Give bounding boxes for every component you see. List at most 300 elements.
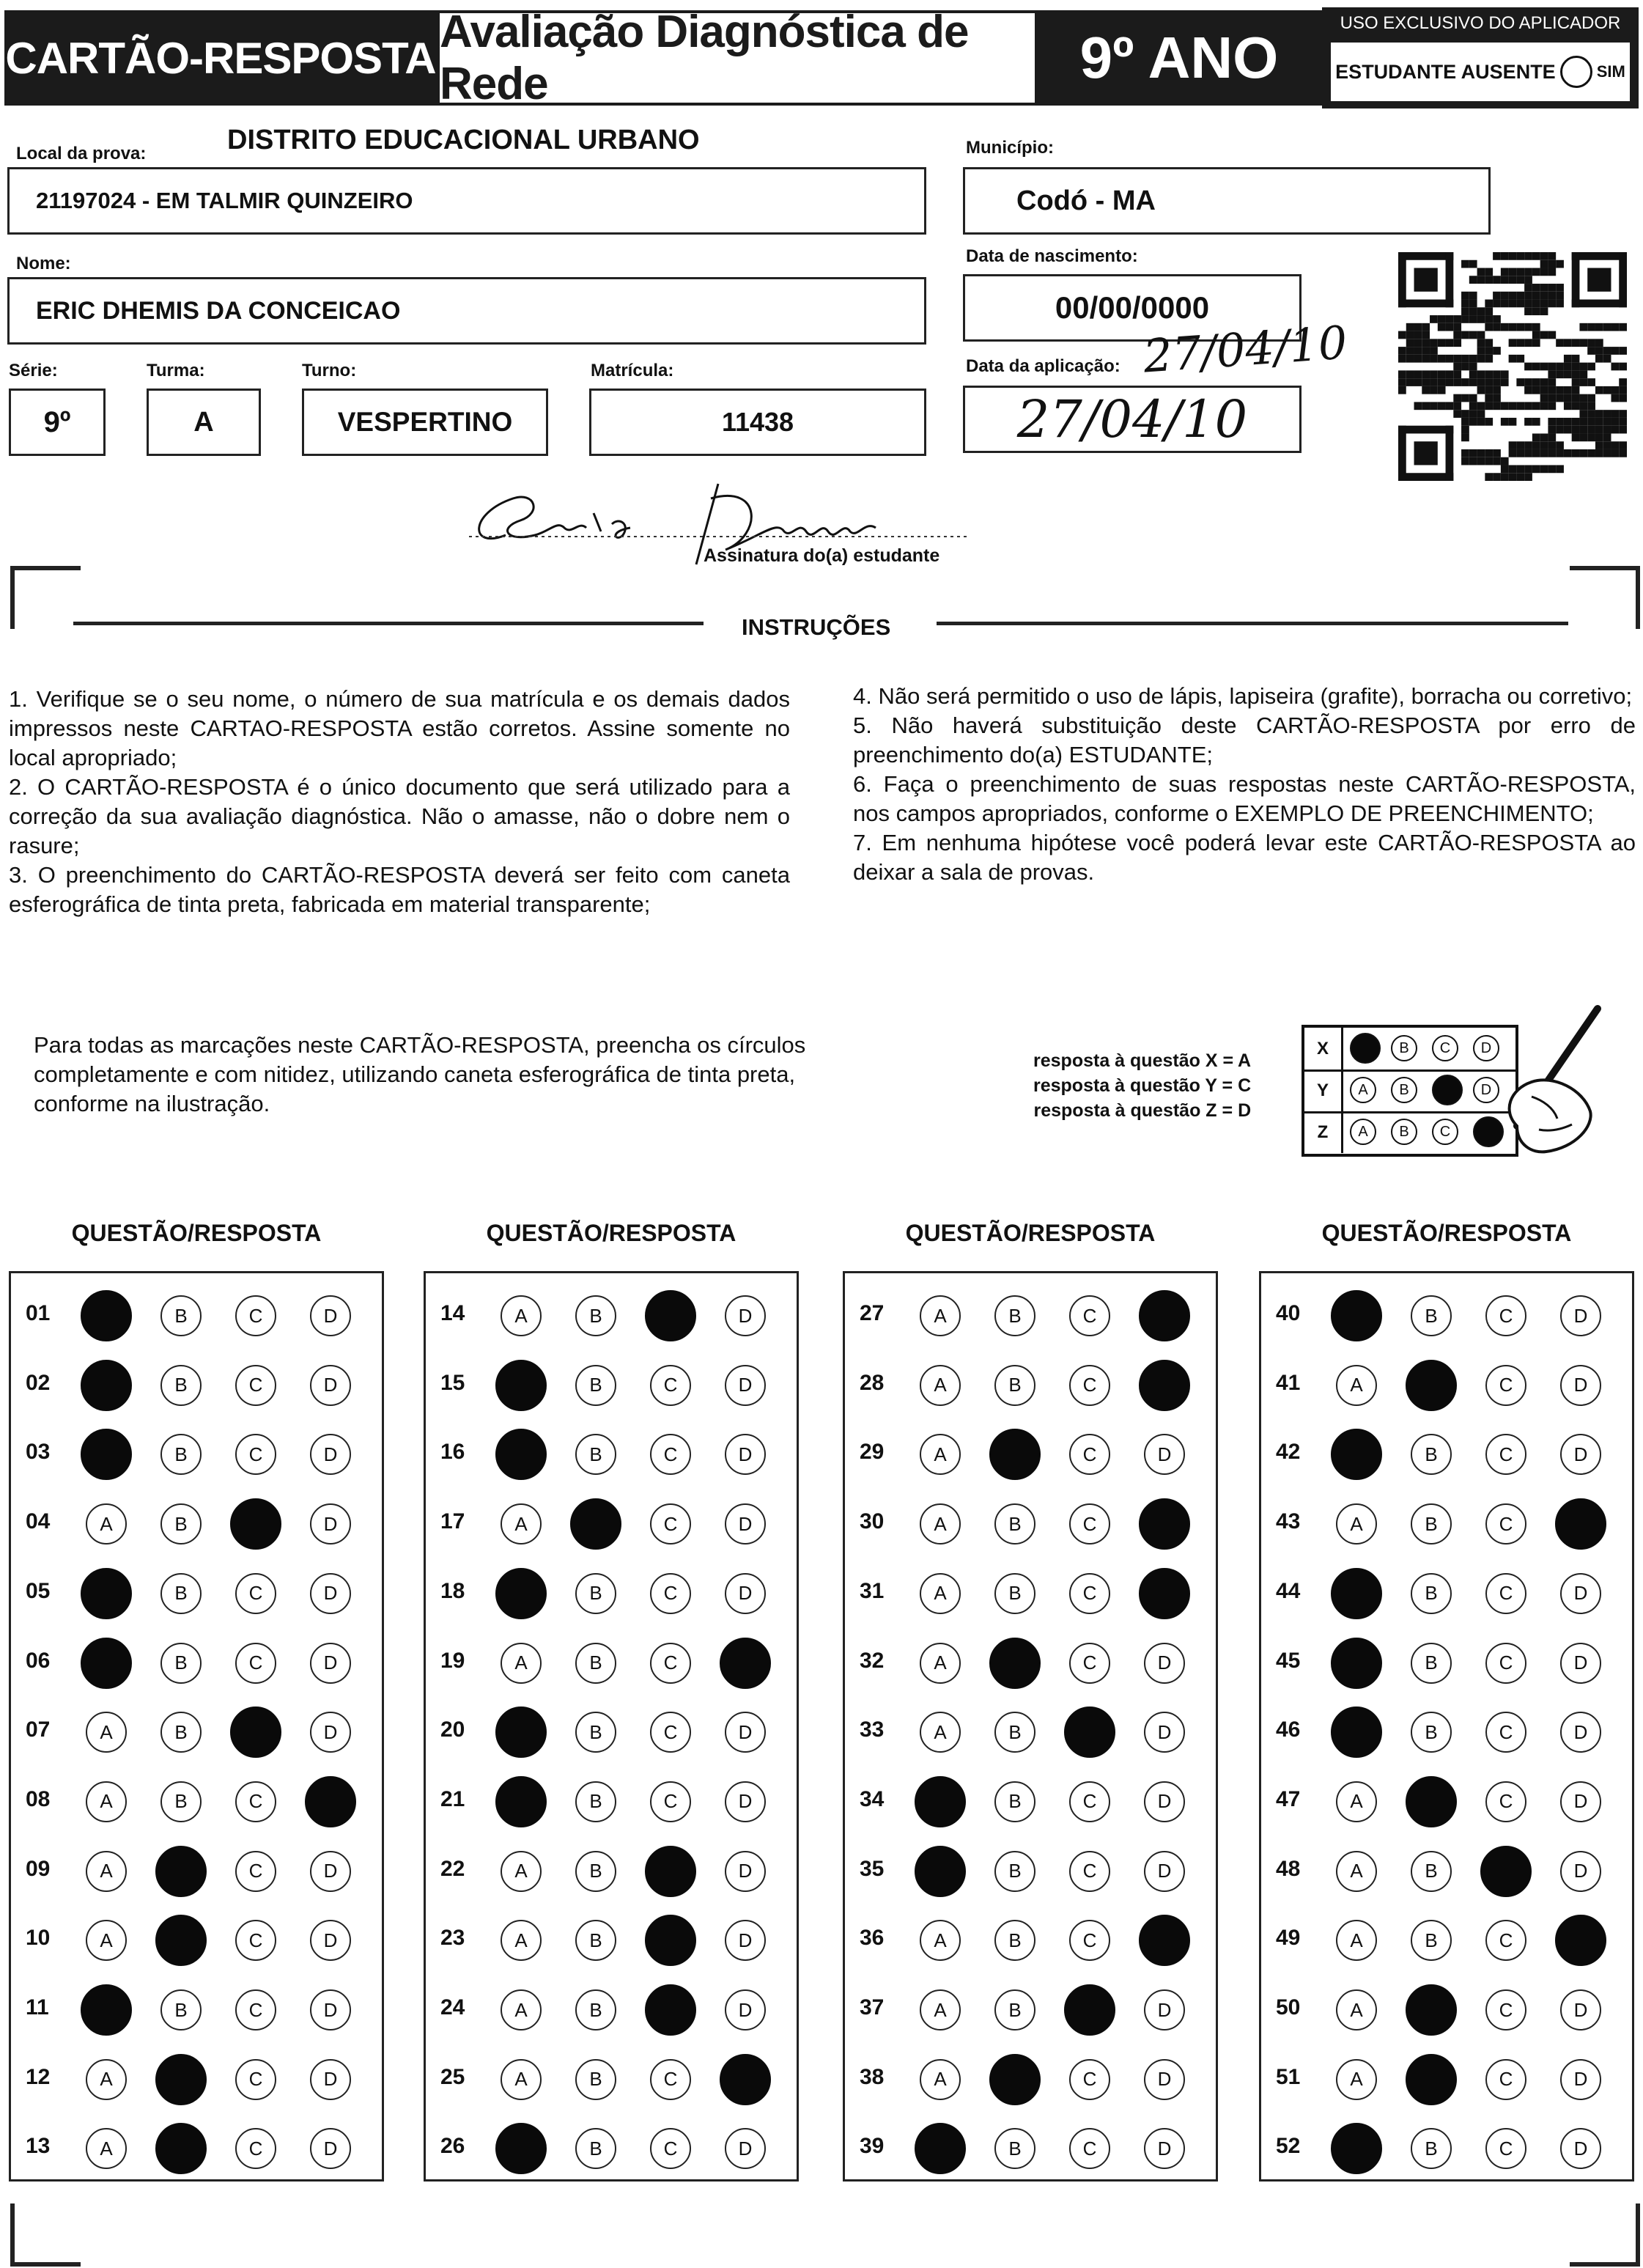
answer-bubble-d[interactable]: D — [1144, 1712, 1185, 1753]
answer-bubble-c[interactable]: C — [650, 2059, 691, 2100]
answer-bubble-d[interactable]: D — [1560, 1781, 1601, 1822]
answer-bubble-c[interactable]: C — [235, 1573, 276, 1614]
answer-bubble-c[interactable] — [645, 1846, 696, 1897]
answer-bubble-a[interactable]: A — [920, 1365, 961, 1406]
example-bubble-d: D — [1473, 1035, 1499, 1061]
answer-bubble-b[interactable]: B — [575, 1643, 616, 1684]
question-number: 09 — [26, 1856, 51, 1881]
answer-bubble-b[interactable]: B — [575, 1365, 616, 1406]
answer-bubble-d[interactable]: D — [310, 1365, 351, 1406]
answer-bubble-b[interactable]: B — [160, 1295, 202, 1336]
answer-bubble-b[interactable]: B — [575, 2128, 616, 2169]
answer-bubble-a[interactable] — [915, 2123, 966, 2174]
answer-bubble-d[interactable] — [305, 1776, 356, 1827]
example-line: resposta à questão X = A — [1033, 1050, 1252, 1071]
answer-bubble-d[interactable]: D — [1560, 1434, 1601, 1475]
answer-bubble-b[interactable]: B — [160, 1503, 202, 1544]
question-number: 37 — [860, 1995, 885, 2020]
answer-bubble-c[interactable] — [1064, 1706, 1115, 1758]
answer-bubble-a[interactable]: A — [86, 2128, 127, 2169]
answer-bubble-b[interactable]: B — [575, 1712, 616, 1753]
answer-bubble-d[interactable]: D — [1560, 1295, 1601, 1336]
answer-bubble-a[interactable]: A — [920, 1989, 961, 2030]
answer-bubble-a[interactable]: A — [920, 1920, 961, 1961]
example-bubble-c: C — [1432, 1119, 1458, 1145]
question-row — [845, 1489, 1216, 1558]
card-title-text: CARTÃO-RESPOSTA — [5, 33, 436, 83]
question-row — [426, 1419, 797, 1489]
nome-label: Nome: — [16, 254, 71, 273]
answer-bubble-a[interactable]: A — [1336, 2059, 1377, 2100]
question-number: 05 — [26, 1578, 51, 1603]
answer-bubble-b[interactable]: B — [160, 1781, 202, 1822]
column-heading: QUESTÃO/RESPOSTA — [1321, 1220, 1572, 1246]
answer-bubble-b[interactable] — [155, 2123, 207, 2174]
example-bubble-b: B — [1391, 1035, 1417, 1061]
answer-bubble-c[interactable]: C — [1485, 1573, 1526, 1614]
answer-bubble-b[interactable]: B — [160, 1573, 202, 1614]
answer-bubble-b[interactable]: B — [994, 1295, 1035, 1336]
answer-bubble-c[interactable]: C — [235, 1989, 276, 2030]
answer-bubble-b[interactable]: B — [1411, 1503, 1452, 1544]
answer-bubble-c[interactable]: C — [1485, 2059, 1526, 2100]
answer-bubble-c[interactable]: C — [235, 1365, 276, 1406]
corner-bracket-bl — [10, 2203, 81, 2267]
question-row — [845, 1836, 1216, 1906]
answer-bubble-b[interactable]: B — [1411, 1920, 1452, 1961]
question-row — [1261, 1767, 1632, 1836]
answer-bubble-d[interactable]: D — [1560, 1712, 1601, 1753]
question-number: 51 — [1276, 2064, 1301, 2089]
answer-bubble-c[interactable]: C — [235, 1781, 276, 1822]
answer-bubble-a[interactable] — [81, 1984, 132, 2036]
answer-bubble-c[interactable]: C — [650, 1643, 691, 1684]
answer-bubble-c[interactable]: C — [1069, 2059, 1110, 2100]
example-line: resposta à questão Z = D — [1033, 1100, 1252, 1121]
answer-bubble-c[interactable]: C — [235, 1851, 276, 1892]
answer-bubble-c[interactable]: C — [1069, 1295, 1110, 1336]
answer-bubble-c[interactable]: C — [1069, 1365, 1110, 1406]
answer-bubble-d[interactable] — [720, 1638, 771, 1689]
question-number: 42 — [1276, 1440, 1301, 1465]
answer-bubble-c[interactable]: C — [1485, 1434, 1526, 1475]
question-row — [11, 1905, 382, 1975]
answer-bubble-a[interactable]: A — [501, 1503, 542, 1544]
answer-bubble-b[interactable]: B — [1411, 2128, 1452, 2169]
answer-bubble-c[interactable]: C — [1485, 1712, 1526, 1753]
answer-bubble-c[interactable] — [1064, 1984, 1115, 2036]
answer-bubble-d[interactable]: D — [310, 1851, 351, 1892]
aplicacao-value: 27/04/10 — [1016, 389, 1248, 449]
answer-bubble-c[interactable]: C — [235, 1920, 276, 1961]
example-bubble-a: A — [1350, 1077, 1376, 1103]
answer-bubble-a[interactable]: A — [501, 1920, 542, 1961]
answer-bubble-a[interactable] — [1331, 1429, 1382, 1480]
answer-bubble-c[interactable]: C — [1485, 1781, 1526, 1822]
question-row — [426, 1697, 797, 1767]
question-number: 46 — [1276, 1717, 1301, 1742]
answer-bubble-c[interactable]: C — [650, 1434, 691, 1475]
answer-bubble-c[interactable]: C — [650, 1573, 691, 1614]
answer-bubble-a[interactable]: A — [1336, 1365, 1377, 1406]
answer-bubble-d[interactable]: D — [1560, 1643, 1601, 1684]
answer-bubble-d[interactable]: D — [1144, 2128, 1185, 2169]
corner-bracket-tl — [10, 566, 81, 629]
answer-bubble-b[interactable] — [1406, 1984, 1457, 2036]
turma-label: Turma: — [147, 361, 205, 380]
answer-bubble-d[interactable]: D — [310, 2059, 351, 2100]
answer-bubble-c[interactable] — [230, 1706, 281, 1758]
answer-bubble-a[interactable] — [495, 2123, 547, 2174]
answer-bubble-a[interactable]: A — [920, 1503, 961, 1544]
answer-bubble-d[interactable]: D — [725, 1434, 766, 1475]
answer-bubble-b[interactable]: B — [160, 1989, 202, 2030]
answer-bubble-d[interactable]: D — [310, 1712, 351, 1753]
answer-bubble-c[interactable]: C — [1485, 1989, 1526, 2030]
answer-bubble-b[interactable]: B — [575, 2059, 616, 2100]
answer-bubble-d[interactable]: D — [1144, 1781, 1185, 1822]
answer-bubble-a[interactable] — [1331, 1638, 1382, 1689]
answer-bubble-a[interactable] — [495, 1360, 547, 1411]
nome-field — [7, 277, 926, 345]
aplicacao-field — [963, 386, 1302, 453]
answer-bubble-d[interactable]: D — [1144, 1989, 1185, 2030]
answer-bubble-c[interactable]: C — [1069, 1434, 1110, 1475]
answer-bubble-d[interactable] — [1555, 1915, 1606, 1966]
question-number: 20 — [440, 1717, 465, 1742]
answer-bubble-c[interactable]: C — [1485, 1643, 1526, 1684]
answer-bubble-d[interactable] — [1139, 1360, 1190, 1411]
fill-note: Para todas as marcações neste CARTÃO-RESPOSTA, preencha os círculos completamente e com nitidez, utilizando caneta esferográfica de tinta preta, conforme na ilustração. — [34, 1032, 806, 1116]
answer-bubble-b[interactable]: B — [1411, 1434, 1452, 1475]
question-number: 11 — [26, 1995, 49, 2020]
answer-bubble-d[interactable]: D — [310, 1573, 351, 1614]
answer-bubble-b[interactable]: B — [994, 1920, 1035, 1961]
answer-bubble-a[interactable]: A — [920, 1434, 961, 1475]
answer-bubble-c[interactable]: C — [1485, 1503, 1526, 1544]
answer-bubble-b[interactable] — [155, 1846, 207, 1897]
instructions-rule-right — [937, 622, 1568, 625]
answer-bubble-c[interactable]: C — [235, 1643, 276, 1684]
answer-bubble-d[interactable]: D — [725, 1503, 766, 1544]
answer-bubble-d[interactable]: D — [310, 2128, 351, 2169]
answer-bubble-c[interactable]: C — [1485, 1365, 1526, 1406]
answer-bubble-b[interactable] — [1406, 2054, 1457, 2105]
answer-bubble-d[interactable]: D — [725, 2128, 766, 2169]
absent-option: SIM — [1596, 62, 1625, 81]
answer-bubble-d[interactable]: D — [310, 1989, 351, 2030]
example-row-label: Z — [1304, 1111, 1343, 1153]
answer-bubble-b[interactable] — [1406, 1776, 1457, 1827]
serie-value: 9º — [43, 405, 71, 438]
answer-bubble-a[interactable]: A — [501, 1851, 542, 1892]
answer-bubble-b[interactable]: B — [575, 1573, 616, 1614]
answer-bubble-c[interactable]: C — [1069, 1503, 1110, 1544]
answer-bubble-d[interactable]: D — [310, 1434, 351, 1475]
question-row — [845, 1281, 1216, 1350]
answer-bubble-d[interactable]: D — [725, 1989, 766, 2030]
answer-bubble-c[interactable]: C — [650, 2128, 691, 2169]
answer-bubble-a[interactable]: A — [86, 1781, 127, 1822]
aplicacao-label: Data da aplicação: — [966, 356, 1120, 376]
answer-bubble-a[interactable] — [1331, 2123, 1382, 2174]
answer-bubble-c[interactable]: C — [1069, 2128, 1110, 2169]
answer-bubble-a[interactable]: A — [1336, 1851, 1377, 1892]
answer-bubble-b[interactable] — [1406, 1360, 1457, 1411]
question-row — [845, 1905, 1216, 1975]
example-legend — [1033, 1048, 1251, 1123]
answer-bubble-a[interactable] — [495, 1429, 547, 1480]
answer-bubble-d[interactable]: D — [1560, 1573, 1601, 1614]
answer-bubble-d[interactable]: D — [725, 1365, 766, 1406]
answer-bubble-d[interactable]: D — [1560, 1851, 1601, 1892]
question-number: 03 — [26, 1440, 51, 1465]
absent-label: ESTUDANTE AUSENTE — [1335, 60, 1556, 83]
grade-badge-text: 9º ANO — [1079, 25, 1279, 90]
answer-bubble-b[interactable]: B — [994, 1365, 1035, 1406]
instruction-item: 2. O CARTÃO-RESPOSTA é o único documento que será utilizado para a correção da sua avaliação diagnóstica. Não o amasse, não o dobre nem o rasure; — [9, 774, 790, 858]
instructions-left — [9, 685, 790, 919]
example-bubble-b: B — [1391, 1077, 1417, 1103]
serie-label: Série: — [9, 361, 58, 380]
answer-bubble-b[interactable]: B — [994, 1712, 1035, 1753]
answer-bubble-c[interactable]: C — [1069, 1573, 1110, 1614]
answer-bubble-b[interactable]: B — [1411, 1573, 1452, 1614]
example-row-label: X — [1304, 1028, 1343, 1069]
question-number: 31 — [860, 1578, 885, 1603]
answer-bubble-c[interactable]: C — [650, 1781, 691, 1822]
answer-bubble-b[interactable]: B — [1411, 1643, 1452, 1684]
answer-bubble-a[interactable]: A — [501, 1643, 542, 1684]
answer-bubble-d[interactable]: D — [1560, 2059, 1601, 2100]
answer-bubble-a[interactable]: A — [920, 1712, 961, 1753]
local-field — [7, 167, 926, 235]
example-line: resposta à questão Y = C — [1033, 1075, 1252, 1096]
answer-bubble-d[interactable] — [1139, 1915, 1190, 1966]
answer-bubble-b[interactable]: B — [575, 1434, 616, 1475]
answer-bubble-d[interactable]: D — [725, 1851, 766, 1892]
answer-bubble-c[interactable]: C — [235, 2059, 276, 2100]
answer-bubble-b[interactable]: B — [160, 1712, 202, 1753]
answer-bubble-d[interactable]: D — [1560, 1365, 1601, 1406]
answer-bubble-c[interactable]: C — [1485, 1920, 1526, 1961]
example-bubble-c — [1432, 1075, 1463, 1105]
answer-bubble-a[interactable]: A — [920, 1295, 961, 1336]
answer-bubble-a[interactable] — [81, 1429, 132, 1480]
answer-bubble-b[interactable]: B — [1411, 1712, 1452, 1753]
question-row — [1261, 1350, 1632, 1420]
example-bubble-c: C — [1432, 1035, 1458, 1061]
answer-column — [424, 1271, 799, 2182]
turma-value: A — [193, 406, 214, 438]
answer-bubble-a[interactable] — [915, 1776, 966, 1827]
answer-bubble-a[interactable] — [495, 1706, 547, 1758]
turma-field — [147, 389, 261, 456]
answer-bubble-c[interactable]: C — [1069, 1643, 1110, 1684]
answer-bubble-c[interactable] — [645, 1290, 696, 1341]
answer-bubble-b[interactable]: B — [575, 1920, 616, 1961]
answer-bubble-a[interactable]: A — [920, 1643, 961, 1684]
answer-bubble-b[interactable] — [989, 2054, 1041, 2105]
answer-bubble-a[interactable] — [495, 1568, 547, 1619]
answer-bubble-c[interactable] — [645, 1984, 696, 2036]
answer-bubble-a[interactable] — [1331, 1568, 1382, 1619]
answer-bubble-b[interactable]: B — [575, 1989, 616, 2030]
answer-bubble-c[interactable]: C — [650, 1365, 691, 1406]
example-bubble-a: A — [1350, 1119, 1376, 1145]
answer-bubble-c[interactable]: C — [1069, 1851, 1110, 1892]
nascimento-value: 00/00/0000 — [1055, 290, 1210, 325]
question-number: 44 — [1276, 1578, 1301, 1603]
answer-bubble-c[interactable]: C — [1069, 1920, 1110, 1961]
answer-bubble-d[interactable] — [1139, 1290, 1190, 1341]
answer-bubble-c[interactable] — [1480, 1846, 1532, 1897]
question-row — [11, 1628, 382, 1698]
answer-bubble-c[interactable]: C — [650, 1503, 691, 1544]
serie-field — [9, 389, 106, 456]
answer-bubble-d[interactable]: D — [310, 1920, 351, 1961]
instruction-item: 3. O preenchimento do CARTÃO-RESPOSTA deverá ser feito com caneta esferográfica de tinta preta, fabricada em material transparente; — [9, 862, 790, 917]
answer-bubble-d[interactable]: D — [725, 1781, 766, 1822]
answer-bubble-c[interactable]: C — [1069, 1781, 1110, 1822]
absent-field — [1331, 43, 1630, 101]
answer-bubble-a[interactable]: A — [86, 1503, 127, 1544]
answer-bubble-d[interactable] — [1555, 1498, 1606, 1550]
answer-bubble-d[interactable]: D — [725, 1920, 766, 1961]
answer-bubble-d[interactable]: D — [1560, 1989, 1601, 2030]
question-row — [1261, 1558, 1632, 1628]
answer-bubble-b[interactable] — [155, 2054, 207, 2105]
answer-bubble-d[interactable]: D — [725, 1295, 766, 1336]
answer-bubble-c[interactable]: C — [235, 2128, 276, 2169]
question-number: 07 — [26, 1717, 51, 1742]
column-heading: QUESTÃO/RESPOSTA — [71, 1220, 322, 1246]
answer-bubble-a[interactable]: A — [1336, 1989, 1377, 2030]
answer-bubble-a[interactable]: A — [920, 2059, 961, 2100]
answer-bubble-d[interactable] — [720, 2054, 771, 2105]
question-row — [426, 1558, 797, 1628]
answer-bubble-b[interactable]: B — [575, 1295, 616, 1336]
answer-bubble-a[interactable]: A — [86, 1712, 127, 1753]
answer-bubble-b[interactable] — [570, 1498, 621, 1550]
answer-bubble-c[interactable] — [230, 1498, 281, 1550]
question-row — [845, 1558, 1216, 1628]
answer-bubble-c[interactable]: C — [235, 1295, 276, 1336]
answer-bubble-d[interactable]: D — [1144, 2059, 1185, 2100]
question-number: 28 — [860, 1370, 885, 1395]
answer-bubble-c[interactable]: C — [1485, 1295, 1526, 1336]
question-number: 26 — [440, 2134, 465, 2159]
question-number: 30 — [860, 1509, 885, 1534]
instructions-rule-left — [73, 622, 704, 625]
answer-bubble-b[interactable] — [989, 1429, 1041, 1480]
answer-bubble-a[interactable]: A — [86, 1851, 127, 1892]
matricula-value: 11438 — [721, 407, 794, 437]
answer-bubble-a[interactable]: A — [920, 1573, 961, 1614]
answer-bubble-c[interactable]: C — [235, 1434, 276, 1475]
answer-bubble-a[interactable]: A — [501, 1295, 542, 1336]
answer-bubble-c[interactable]: C — [1485, 2128, 1526, 2169]
answer-bubble-b[interactable]: B — [994, 1851, 1035, 1892]
applicator-box — [1322, 7, 1639, 108]
question-row — [845, 1350, 1216, 1420]
answer-bubble-b[interactable]: B — [994, 1781, 1035, 1822]
answer-bubble-a[interactable]: A — [1336, 1503, 1377, 1544]
answer-bubble-b[interactable]: B — [1411, 1851, 1452, 1892]
answer-bubble-b[interactable]: B — [994, 1503, 1035, 1544]
question-row — [1261, 2044, 1632, 2114]
answer-bubble-b[interactable]: B — [160, 1643, 202, 1684]
answer-bubble-b[interactable] — [155, 1915, 207, 1966]
instruction-item: 4. Não será permitido o uso de lápis, lapiseira (grafite), borracha ou corretivo; — [853, 683, 1633, 709]
answer-bubble-d[interactable] — [1139, 1568, 1190, 1619]
applicator-caption: USO EXCLUSIVO DO APLICADOR — [1340, 13, 1621, 33]
answer-bubble-d[interactable] — [1139, 1498, 1190, 1550]
answer-bubble-d[interactable]: D — [310, 1503, 351, 1544]
answer-bubble-a[interactable]: A — [1336, 1781, 1377, 1822]
answer-bubble-a[interactable]: A — [86, 1920, 127, 1961]
answer-bubble-b[interactable]: B — [575, 1851, 616, 1892]
answer-bubble-b[interactable]: B — [994, 1989, 1035, 2030]
example-row-label: Y — [1304, 1069, 1343, 1111]
answer-bubble-d[interactable]: D — [1144, 1434, 1185, 1475]
question-number: 19 — [440, 1648, 465, 1673]
answer-bubble-b[interactable]: B — [160, 1434, 202, 1475]
answer-bubble-a[interactable] — [81, 1638, 132, 1689]
answer-bubble-a[interactable] — [495, 1776, 547, 1827]
instruction-item: 1. Verifique se o seu nome, o número de sua matrícula e os demais dados impressos neste CARTAO-RESPOSTA estão corretos. Assine somente no local apropriado; — [9, 686, 790, 770]
answer-bubble-a[interactable] — [1331, 1706, 1382, 1758]
absent-checkbox[interactable] — [1560, 56, 1592, 88]
answer-bubble-a[interactable] — [915, 1846, 966, 1897]
answer-bubble-a[interactable]: A — [1336, 1920, 1377, 1961]
question-row — [11, 1419, 382, 1489]
answer-bubble-d[interactable]: D — [725, 1712, 766, 1753]
question-row — [11, 1489, 382, 1558]
question-row — [845, 1628, 1216, 1698]
answer-bubble-a[interactable] — [81, 1290, 132, 1341]
question-row — [1261, 1419, 1632, 1489]
question-number: 38 — [860, 2064, 885, 2089]
answer-bubble-b[interactable]: B — [1411, 1295, 1452, 1336]
answer-bubble-d[interactable]: D — [310, 1643, 351, 1684]
answer-bubble-d[interactable]: D — [1144, 1851, 1185, 1892]
answer-bubble-a[interactable]: A — [86, 2059, 127, 2100]
answer-bubble-c[interactable] — [645, 1915, 696, 1966]
answer-bubble-d[interactable]: D — [1144, 1643, 1185, 1684]
answer-bubble-d[interactable]: D — [725, 1573, 766, 1614]
answer-bubble-b[interactable]: B — [994, 1573, 1035, 1614]
question-number: 27 — [860, 1301, 885, 1325]
answer-bubble-a[interactable] — [1331, 1290, 1382, 1341]
answer-bubble-b[interactable]: B — [994, 2128, 1035, 2169]
question-number: 45 — [1276, 1648, 1301, 1673]
corner-bracket-br — [1570, 2203, 1640, 2267]
answer-bubble-b[interactable] — [989, 1638, 1041, 1689]
answer-bubble-d[interactable]: D — [310, 1295, 351, 1336]
answer-bubble-c[interactable]: C — [650, 1712, 691, 1753]
answer-bubble-a[interactable] — [81, 1360, 132, 1411]
answer-bubble-a[interactable] — [81, 1568, 132, 1619]
answer-bubble-b[interactable]: B — [160, 1365, 202, 1406]
question-number: 33 — [860, 1717, 885, 1742]
answer-bubble-a[interactable]: A — [501, 1989, 542, 2030]
answer-bubble-d[interactable]: D — [1560, 2128, 1601, 2169]
answer-bubble-a[interactable]: A — [501, 2059, 542, 2100]
question-number: 48 — [1276, 1856, 1301, 1881]
answer-bubble-b[interactable]: B — [575, 1781, 616, 1822]
turno-label: Turno: — [302, 361, 357, 380]
